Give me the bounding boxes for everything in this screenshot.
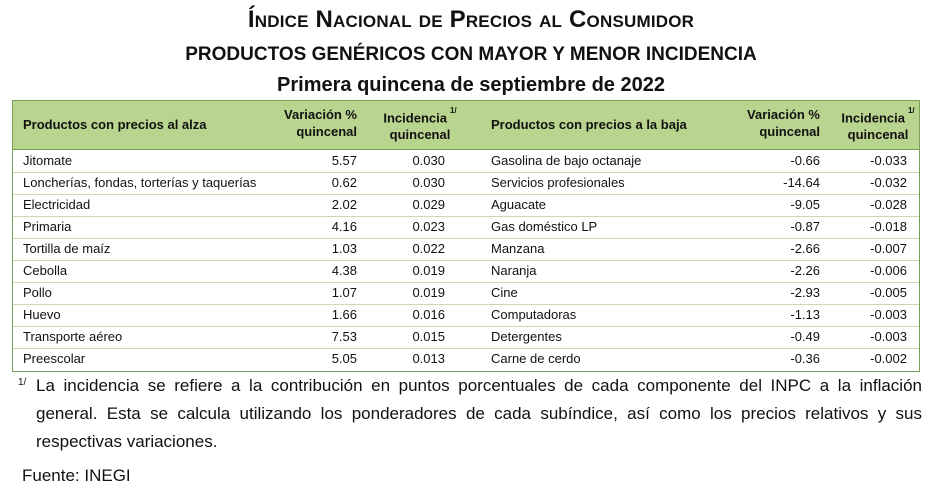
fall-variation-cell: -9.05 [790, 197, 820, 212]
fall-incidence-cell: -0.018 [870, 219, 907, 234]
footnote [18, 372, 922, 456]
fall-variation-cell: -2.93 [790, 285, 820, 300]
fall-product-cell: Computadoras [491, 307, 577, 322]
fall-variation-cell: -2.26 [790, 263, 820, 278]
table-header [13, 101, 919, 150]
fall-product-cell: Carne de cerdo [491, 351, 581, 366]
table-row [13, 304, 919, 327]
footnote-mark: 1/ [18, 377, 27, 388]
source-label: Fuente: INEGI [22, 466, 131, 485]
fall-variation-cell: -0.36 [790, 351, 820, 366]
footnote-ref: 1/ [449, 106, 457, 115]
fall-product-cell: Detergentes [491, 329, 562, 344]
rise-incidence-cell: 0.013 [412, 351, 445, 366]
table-row [13, 238, 919, 261]
fall-incidence-cell: -0.002 [870, 351, 907, 366]
rise-variation-cell: 5.05 [331, 351, 357, 366]
rise-variation-cell: 1.07 [331, 285, 357, 300]
header-rise-products: Productos con precios al alza [23, 117, 207, 132]
table-row [13, 282, 919, 305]
rise-variation-cell: 7.53 [331, 329, 357, 344]
header-rise-variation-line1: Variación % [284, 107, 357, 122]
table-row [13, 260, 919, 283]
fall-product-cell: Aguacate [491, 197, 546, 212]
period-label: Primera quincena de septiembre de 2022 [277, 74, 665, 96]
header-fall-incidence-line1: Incidencia [841, 110, 905, 126]
rise-incidence-cell: 0.019 [412, 263, 445, 278]
fall-product-cell: Gasolina de bajo octanaje [491, 153, 642, 168]
rise-product-cell: Cebolla [23, 263, 68, 278]
table-row [13, 150, 919, 173]
fall-product-cell: Manzana [491, 241, 545, 256]
header-fall-incidence [837, 106, 919, 143]
header-fall-variation-line1: Variación % [747, 107, 820, 122]
header-fall-products: Productos con precios a la baja [491, 117, 687, 132]
fall-variation-cell: -14.64 [783, 175, 820, 190]
footnote-ref: 1/ [907, 106, 915, 115]
rise-product-cell: Primaria [23, 219, 72, 234]
fall-variation-cell: -2.66 [790, 241, 820, 256]
rise-product-cell: Huevo [23, 307, 61, 322]
fall-incidence-cell: -0.003 [870, 307, 907, 322]
rise-variation-cell: 0.62 [331, 175, 357, 190]
incidence-table [12, 100, 920, 372]
header-rise-incidence-line1: Incidencia [383, 110, 447, 126]
rise-product-cell: Loncherías, fondas, torterías y taquerías [23, 175, 257, 190]
rise-product-cell: Preescolar [23, 351, 86, 366]
fall-variation-cell: -1.13 [790, 307, 820, 322]
header-fall-variation [723, 106, 820, 140]
header-rise-incidence [375, 106, 465, 143]
fall-product-cell: Servicios profesionales [491, 175, 625, 190]
fall-incidence-cell: -0.007 [870, 241, 907, 256]
rise-incidence-cell: 0.030 [412, 153, 445, 168]
rise-incidence-cell: 0.023 [412, 219, 445, 234]
rise-incidence-cell: 0.016 [412, 307, 445, 322]
rise-variation-cell: 4.38 [331, 263, 357, 278]
rise-incidence-cell: 0.029 [412, 197, 445, 212]
table-row [13, 194, 919, 217]
fall-variation-cell: -0.87 [790, 219, 820, 234]
rise-product-cell: Jitomate [23, 153, 73, 168]
rise-incidence-cell: 0.030 [412, 175, 445, 190]
rise-variation-cell: 4.16 [331, 219, 357, 234]
header-rise-variation [263, 106, 357, 140]
rise-product-cell: Transporte aéreo [23, 329, 123, 344]
header-rise-variation-line2: quincenal [296, 124, 357, 139]
header-rise-incidence-line2: quincenal [389, 127, 451, 143]
page-subtitle: PRODUCTOS GENÉRICOS CON MAYOR Y MENOR INCIDENCIA [185, 44, 757, 65]
fall-incidence-cell: -0.032 [870, 175, 907, 190]
fall-variation-cell: -0.49 [790, 329, 820, 344]
table-row [13, 216, 919, 239]
table-row [13, 172, 919, 195]
rise-product-cell: Pollo [23, 285, 52, 300]
header-fall-variation-line2: quincenal [759, 124, 820, 139]
header-fall-incidence-line2: quincenal [847, 127, 909, 143]
fall-product-cell: Cine [491, 285, 518, 300]
rise-product-cell: Tortilla de maíz [23, 241, 111, 256]
rise-incidence-cell: 0.022 [412, 241, 445, 256]
fall-incidence-cell: -0.028 [870, 197, 907, 212]
rise-variation-cell: 1.66 [331, 307, 357, 322]
fall-incidence-cell: -0.005 [870, 285, 907, 300]
rise-incidence-cell: 0.015 [412, 329, 445, 344]
fall-incidence-cell: -0.006 [870, 263, 907, 278]
rise-variation-cell: 5.57 [331, 153, 357, 168]
rise-incidence-cell: 0.019 [412, 285, 445, 300]
fall-variation-cell: -0.66 [790, 153, 820, 168]
table-row [13, 326, 919, 349]
fall-product-cell: Naranja [491, 263, 537, 278]
page-title: Índice Nacional de Precios al Consumidor [247, 6, 695, 33]
fall-incidence-cell: -0.003 [870, 329, 907, 344]
footnote-text: La incidencia se refiere a la contribución en puntos porcentuales de cada componente del INPC a la inflación general. Esta se calcula utilizando los ponderadores de cada subíndice, así como los precios relativos y sus respectivas variaciones. [36, 376, 922, 451]
rise-product-cell: Electricidad [23, 197, 91, 212]
fall-incidence-cell: -0.033 [870, 153, 907, 168]
fall-product-cell: Gas doméstico LP [491, 219, 598, 234]
table-row [13, 348, 919, 370]
rise-variation-cell: 1.03 [331, 241, 357, 256]
rise-variation-cell: 2.02 [331, 197, 357, 212]
